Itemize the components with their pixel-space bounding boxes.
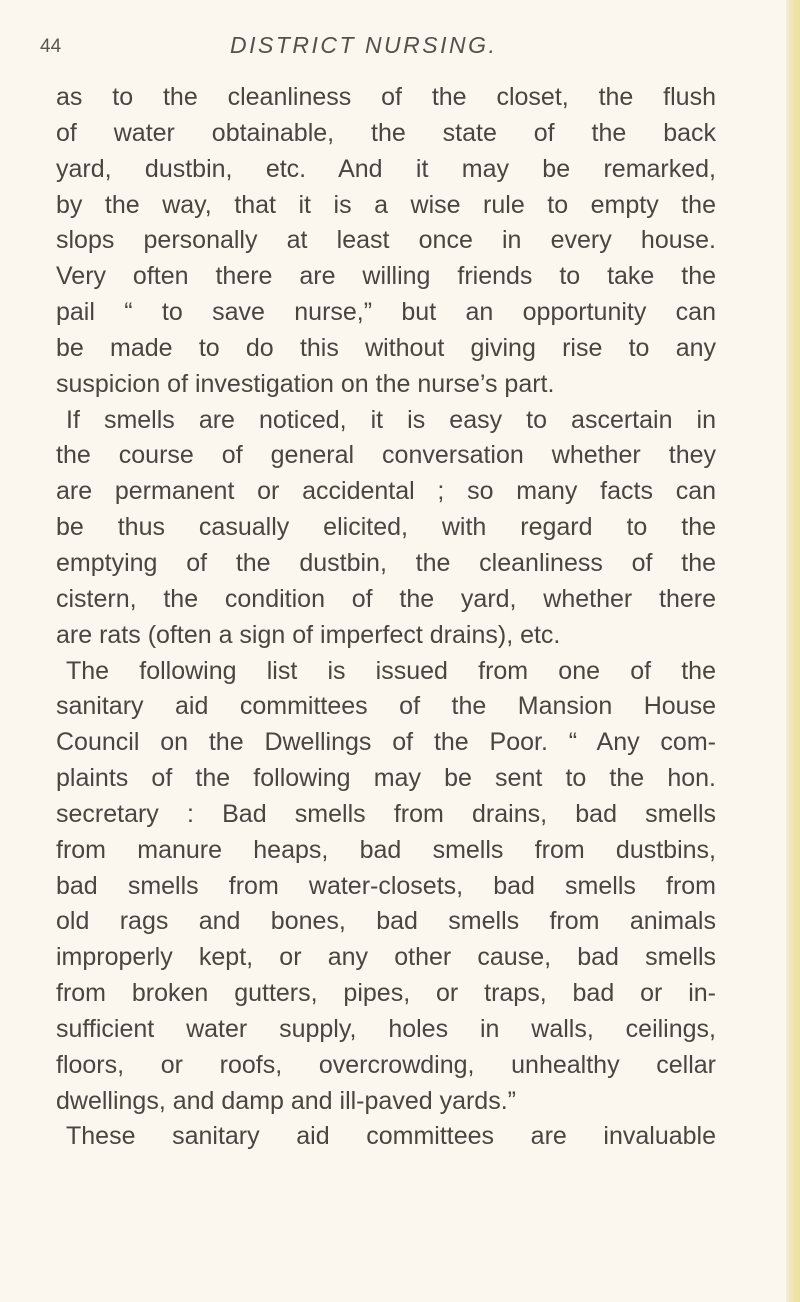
text-line: pail “ to save nurse,” but an opportunity can	[56, 298, 716, 327]
text-line: improperly kept, or any other cause, bad smells	[56, 943, 716, 972]
text-line: from broken gutters, pipes, or traps, bad or in-	[56, 979, 716, 1008]
page-edge-shadow	[786, 0, 800, 1302]
text-line: old rags and bones, bad smells from animals	[56, 907, 716, 936]
text-line: be thus casually elicited, with regard to the	[56, 513, 716, 542]
page-header	[0, 30, 800, 66]
page-number: 44	[40, 36, 62, 57]
text-line: yard, dustbin, etc. And it may be remarked,	[56, 154, 716, 183]
body-text	[56, 80, 716, 1155]
text-line: sufficient water supply, holes in walls, ceilings,	[56, 1014, 716, 1043]
text-line: are permanent or accidental ; so many facts can	[56, 477, 716, 506]
text-line: slops personally at least once in every house.	[56, 226, 716, 255]
text-line: from manure heaps, bad smells from dustbins,	[56, 835, 716, 864]
text-line: bad smells from water-closets, bad smells from	[56, 871, 716, 900]
text-line: sanitary aid committees of the Mansion House	[56, 692, 716, 721]
text-line: plaints of the following may be sent to the hon.	[56, 764, 716, 793]
paragraph-start-line: If smells are noticed, it is easy to ascertain in	[66, 405, 716, 434]
text-line: as to the cleanliness of the closet, the flush	[56, 83, 716, 111]
text-line: Very often there are willing friends to take the	[56, 262, 716, 291]
text-line: Council on the Dwellings of the Poor. “ Any com-	[56, 728, 716, 757]
text-line: suspicion of investigation on the nurse’s part.	[56, 369, 555, 398]
running-title: DISTRICT NURSING.	[230, 32, 498, 58]
text-line: the course of general conversation whether they	[56, 441, 716, 470]
text-line: by the way, that it is a wise rule to empty the	[56, 190, 716, 219]
paragraph-start-line: These sanitary aid committees are invaluable	[66, 1122, 716, 1151]
text-line: emptying of the dustbin, the cleanliness of the	[56, 548, 716, 577]
text-line: are rats (often a sign of imperfect drains), etc.	[56, 620, 561, 649]
paragraph-start-line: The following list is issued from one of the	[66, 656, 716, 685]
text-line: be made to do this without giving rise to any	[56, 333, 716, 362]
text-line: of water obtainable, the state of the back	[56, 118, 716, 147]
text-line: floors, or roofs, overcrowding, unhealthy cellar	[56, 1050, 716, 1079]
text-line: cistern, the condition of the yard, whether there	[56, 584, 716, 613]
text-line: dwellings, and damp and ill-paved yards.”	[56, 1086, 516, 1115]
text-line: secretary : Bad smells from drains, bad smells	[56, 799, 716, 828]
